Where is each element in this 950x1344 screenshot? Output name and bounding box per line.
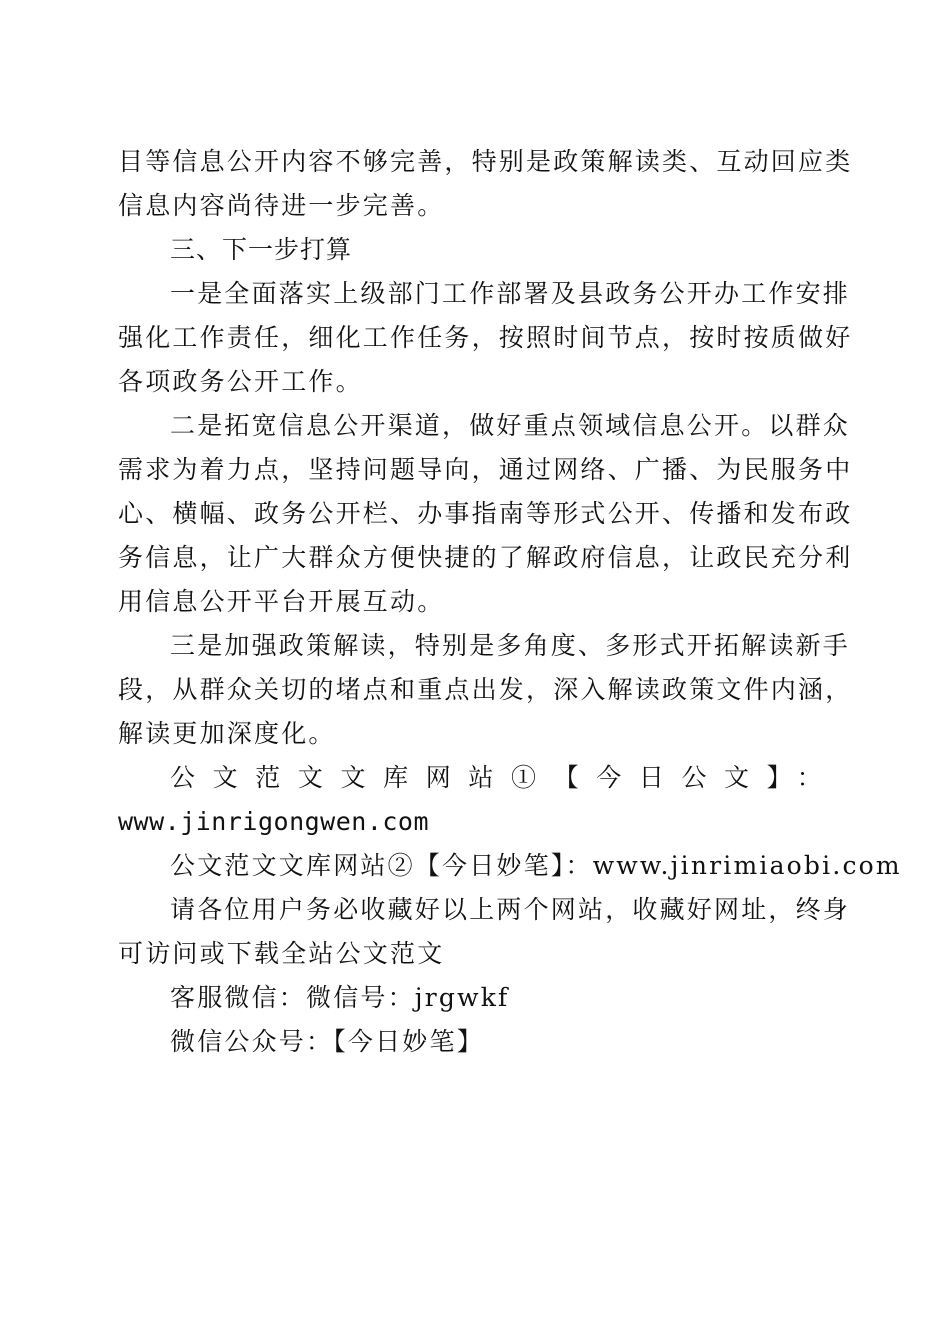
paragraph-2-line-1: 二是拓宽信息公开渠道，做好重点领域信息公开。以群众 <box>170 411 851 440</box>
paragraph-1 <box>118 272 853 404</box>
site-1-url: www.jinrigongwen.com <box>118 807 430 836</box>
notice-paragraph <box>118 888 851 976</box>
public-account: 微信公众号：【今日妙笔】 <box>170 1027 484 1056</box>
site-1-label: 公文范文文库网站①【今日公文】： <box>170 763 824 792</box>
intro-line-2: 信息内容尚待进一步完善。 <box>118 191 445 220</box>
paragraph-1-line-1: 一是全面落实上级部门工作部署及县政务公开办工作安排 <box>170 279 851 308</box>
site-2-paragraph <box>118 844 902 888</box>
paragraph-2-line-4: 务信息，让广大群众方便快捷的了解政府信息，让政民充分利 <box>118 543 853 572</box>
section-heading: 三、下一步打算 <box>170 235 353 264</box>
intro-paragraph <box>118 140 853 228</box>
paragraph-3-line-3: 解读更加深度化。 <box>118 719 336 748</box>
paragraph-2-line-3: 心、横幅、政务公开栏、办事指南等形式公开、传播和发布政 <box>118 499 853 528</box>
intro-line-1: 目等信息公开内容不够完善，特别是政策解读类、互动回应类 <box>118 147 853 176</box>
site-1-paragraph <box>118 756 824 844</box>
paragraph-2 <box>118 404 853 624</box>
paragraph-3-line-2: 段，从群众关切的堵点和重点出发，深入解读政策文件内涵， <box>118 675 853 704</box>
paragraph-3-line-1: 三是加强政策解读，特别是多角度、多形式开拓解读新手 <box>170 631 851 660</box>
paragraph-3 <box>118 624 853 756</box>
site-2-line: 公文范文文库网站②【今日妙笔】：www.jinrimiaobi.com <box>170 851 902 880</box>
paragraph-1-line-2: 强化工作责任，细化工作任务，按照时间节点，按时按质做好 <box>118 323 853 352</box>
paragraph-2-line-5: 用信息公开平台开展互动。 <box>118 587 445 616</box>
document-body <box>118 140 902 1064</box>
paragraph-1-line-3: 各项政务公开工作。 <box>118 367 363 396</box>
notice-line-2: 可访问或下载全站公文范文 <box>118 939 445 968</box>
public-account-paragraph <box>118 1020 824 1064</box>
service-wechat: 客服微信：微信号：jrgwkf <box>170 983 510 1012</box>
paragraph-2-line-2: 需求为着力点，坚持问题导向，通过网络、广播、为民服务中 <box>118 455 853 484</box>
notice-line-1: 请各位用户务必收藏好以上两个网站，收藏好网址，终身 <box>170 895 851 924</box>
service-wechat-paragraph <box>118 976 824 1020</box>
